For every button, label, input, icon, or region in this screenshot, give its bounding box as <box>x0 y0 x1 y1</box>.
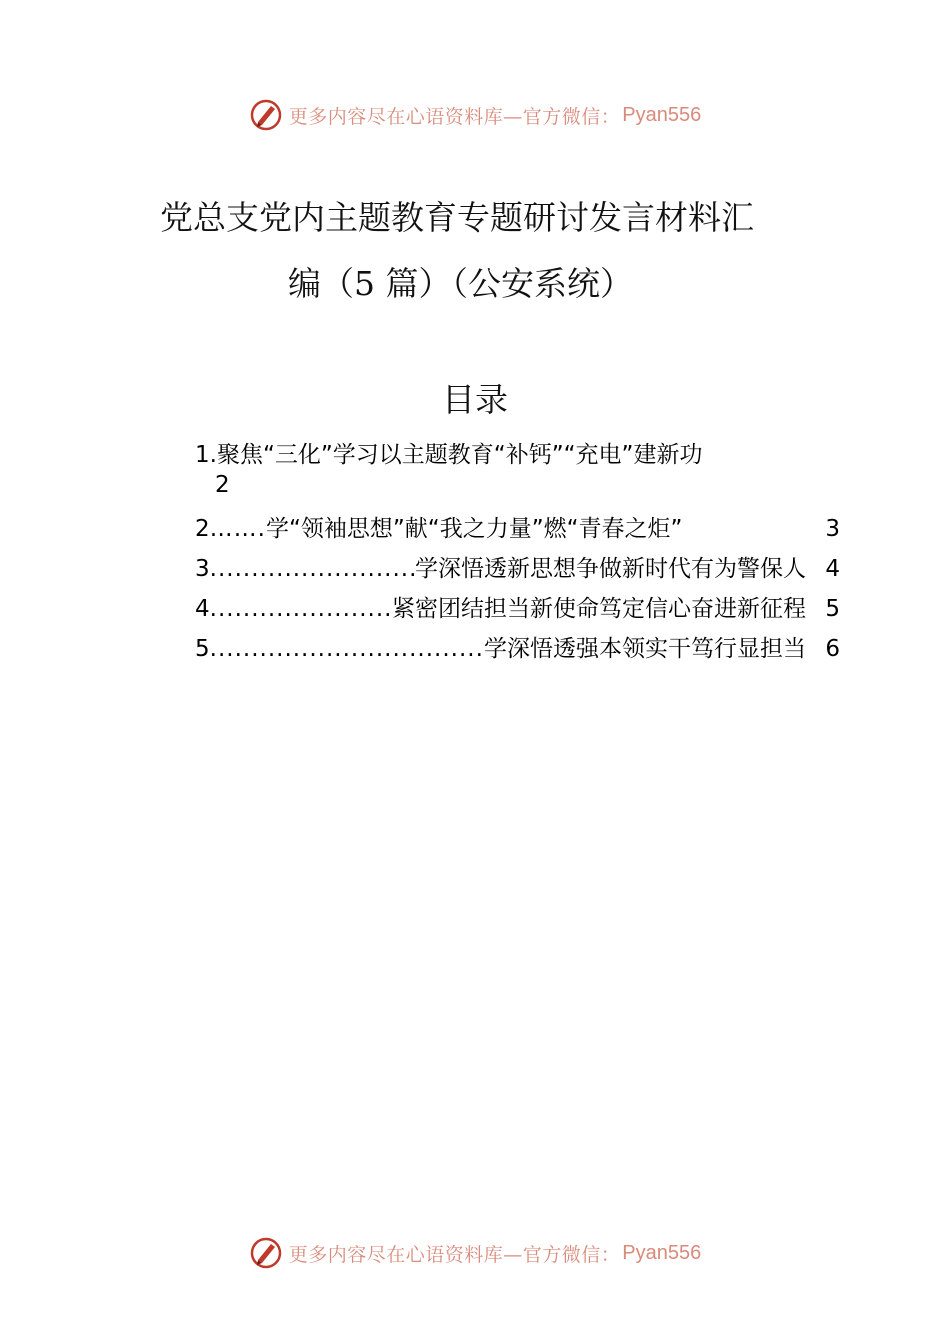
watermark-header <box>0 95 950 135</box>
pen-logo-icon <box>249 1236 283 1270</box>
toc-entry-title: 学“领袖思想”献“我之力量”燃“青春之炬” <box>265 516 683 542</box>
toc-entry-2[interactable] <box>195 510 840 550</box>
toc-entry-page: 4 <box>825 556 840 582</box>
toc-entry-page: 3 <box>825 516 840 542</box>
toc-entry-leader <box>210 556 415 582</box>
document-title-line-1: 党总支党内主题教育专题研讨发言材料汇 <box>160 198 754 237</box>
toc-entry-title: 学深悟透强本领实干笃行显担当 <box>484 636 806 662</box>
pen-logo-icon <box>249 98 283 132</box>
toc-entry-4[interactable] <box>195 590 840 630</box>
watermark-wechat-id: Pyan556 <box>622 103 702 126</box>
toc-entry-leader <box>210 636 484 662</box>
toc-entry-number: 1. <box>195 442 217 468</box>
toc-entry-page: 5 <box>825 596 840 622</box>
toc-entry-number: 4 <box>195 596 210 622</box>
toc-entry-title: 聚焦“三化”学习以主题教育“补钙”“充电”建新功 <box>216 442 703 468</box>
toc-entry-leader: ……. <box>209 516 266 542</box>
toc-entry-5[interactable] <box>195 630 840 670</box>
toc-entry-leader <box>210 596 392 622</box>
toc-entry-title: 学深悟透新思想争做新时代有为警保人 <box>415 556 806 582</box>
document-title-line-2: 编（5 篇）（公安系统） <box>288 264 633 303</box>
watermark-footer <box>0 1233 950 1273</box>
toc-entry-number: 2 <box>195 516 210 542</box>
toc-entry-3[interactable] <box>195 550 840 590</box>
toc-entry-page: 6 <box>825 636 840 662</box>
toc-entry-number: 5 <box>195 636 210 662</box>
toc-heading: 目录 <box>442 380 508 419</box>
toc-entry-title: 紧密团结担当新使命笃定信心奋进新征程 <box>392 596 806 622</box>
watermark-text: 更多内容尽在心语资料库—官方微信： <box>288 105 621 128</box>
toc-entry-number: 3 <box>195 556 210 582</box>
table-of-contents <box>195 440 840 670</box>
toc-entry-1[interactable] <box>195 440 840 500</box>
watermark-text: 更多内容尽在心语资料库—官方微信： <box>288 1243 621 1266</box>
toc-entry-page: 2 <box>215 472 230 498</box>
watermark-wechat-id: Pyan556 <box>622 1241 702 1264</box>
